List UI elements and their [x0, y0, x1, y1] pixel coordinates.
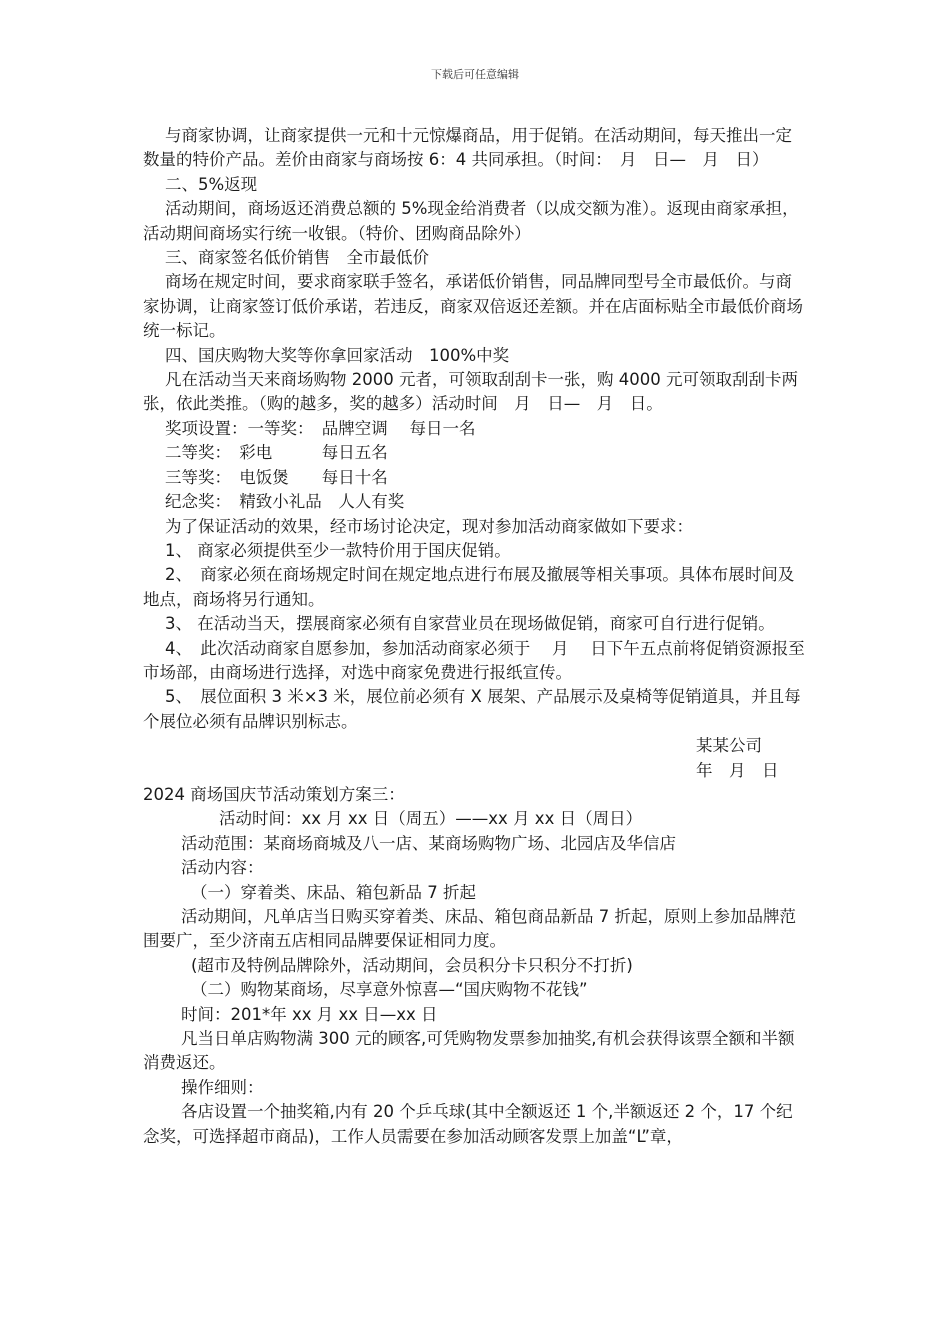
paragraph-promo-intro: 与商家协调，让商家提供一元和十元惊爆商品，用于促销。在活动期间，每天推出一定数量的特价产品。差价由商家与商场按 6：4 共同承担。（时间： 月 日— 月 日） — [143, 126, 792, 170]
note-exclusions: (超市及特例品牌除外，活动期间，会员积分卡只积分不打折) — [191, 955, 633, 975]
paragraph-item-one: 活动期间，凡单店当日购买穿着类、床品、箱包商品新品 7 折起，原则上参加品牌范围要广，至少济南五店相同品牌要保证相同力度。 — [143, 907, 796, 951]
page-header: 下载后可任意编辑 — [431, 68, 519, 81]
prize-third: 三等奖： 电饭煲 每日十名 — [165, 467, 388, 487]
signature-company: 某某公司 — [696, 736, 762, 756]
requirement-4: 4、 此次活动商家自愿参加，参加活动商家必须于 月 日下午五点前将促销资源报至市场部，由商场进行选择，对选中商家免费进行报纸宣传。 — [143, 638, 805, 682]
activity-time: 活动时间：xx 月 xx 日（周五）——xx 月 xx 日（周日） — [219, 809, 643, 829]
prize-first: 奖项设置：一等奖： 品牌空调 每日一名 — [165, 418, 476, 438]
paragraph-requirements-intro: 为了保证活动的效果，经市场讨论决定，现对参加活动商家做如下要求： — [165, 516, 693, 536]
heading-cashback: 二、5%返现 — [165, 174, 258, 194]
paragraph-operation-rules: 各店设置一个抽奖箱,内有 20 个乒乓球(其中全额返还 1 个,半额返还 2 个，17 个纪念奖，可选择超市商品)，工作人员需要在参加活动顾客发票上加盖“L”章， — [143, 1102, 793, 1146]
requirement-5: 5、 展位面积 3 米×3 米，展位前必须有 X 展架、产品展示及桌椅等促销道具，并且每个展位必须有品牌识别标志。 — [143, 687, 801, 731]
paragraph-lottery: 凡在活动当天来商场购物 2000 元者，可领取刮刮卡一张，购 4000 元可领取刮刮卡两张，依此类推。（购的越多，奖的越多）活动时间 月 日— 月 日。 — [143, 370, 798, 414]
requirement-1: 1、 商家必须提供至少一款特价用于国庆促销。 — [165, 540, 511, 560]
section-title-plan-three: 2024 商场国庆节活动策划方案三： — [143, 784, 405, 804]
heading-lowest-price: 三、商家签名低价销售 全市最低价 — [165, 248, 429, 268]
paragraph-item-two: 凡当日单店购物满 300 元的顾客,可凭购物发票参加抽奖,有机会获得该票全额和半额消费返还。 — [143, 1029, 795, 1073]
document-body — [143, 124, 808, 1149]
requirement-2: 2、 商家必须在商场规定时间在规定地点进行布展及撤展等相关事项。具体布展时间及地点，商场将另行通知。 — [143, 565, 795, 609]
prize-second: 二等奖： 彩电 每日五名 — [165, 443, 388, 463]
heading-lottery: 四、国庆购物大奖等你拿回家活动 100%中奖 — [165, 345, 510, 365]
paragraph-cashback: 活动期间，商场返还消费总额的 5%现金给消费者（以成交额为准）。返现由商家承担，活动期间商场实行统一收银。（特价、团购商品除外） — [143, 199, 799, 243]
operation-rules-label: 操作细则： — [181, 1077, 264, 1097]
activity-content-label: 活动内容： — [181, 858, 264, 878]
prize-souvenir: 纪念奖： 精致小礼品 人人有奖 — [165, 492, 405, 512]
item-two-time: 时间：201*年 xx 月 xx 日—xx 日 — [181, 1004, 438, 1024]
signature-date: 年 月 日 — [696, 760, 779, 780]
requirement-3: 3、 在活动当天，摆展商家必须有自家营业员在现场做促销，商家可自行进行促销。 — [165, 614, 775, 634]
heading-item-two: （二）购物某商场，尽享意外惊喜—“国庆购物不花钱” — [191, 980, 588, 1000]
activity-scope: 活动范围：某商场商城及八一店、某商场购物广场、北园店及华信店 — [181, 833, 676, 853]
paragraph-lowest-price: 商场在规定时间，要求商家联手签名，承诺低价销售，同品牌同型号全市最低价。与商家协调，让商家签订低价承诺，若违反，商家双倍返还差额。并在店面标贴全市最低价商场统一标记。 — [143, 272, 803, 341]
heading-item-one: （一）穿着类、床品、箱包新品 7 折起 — [191, 882, 476, 902]
